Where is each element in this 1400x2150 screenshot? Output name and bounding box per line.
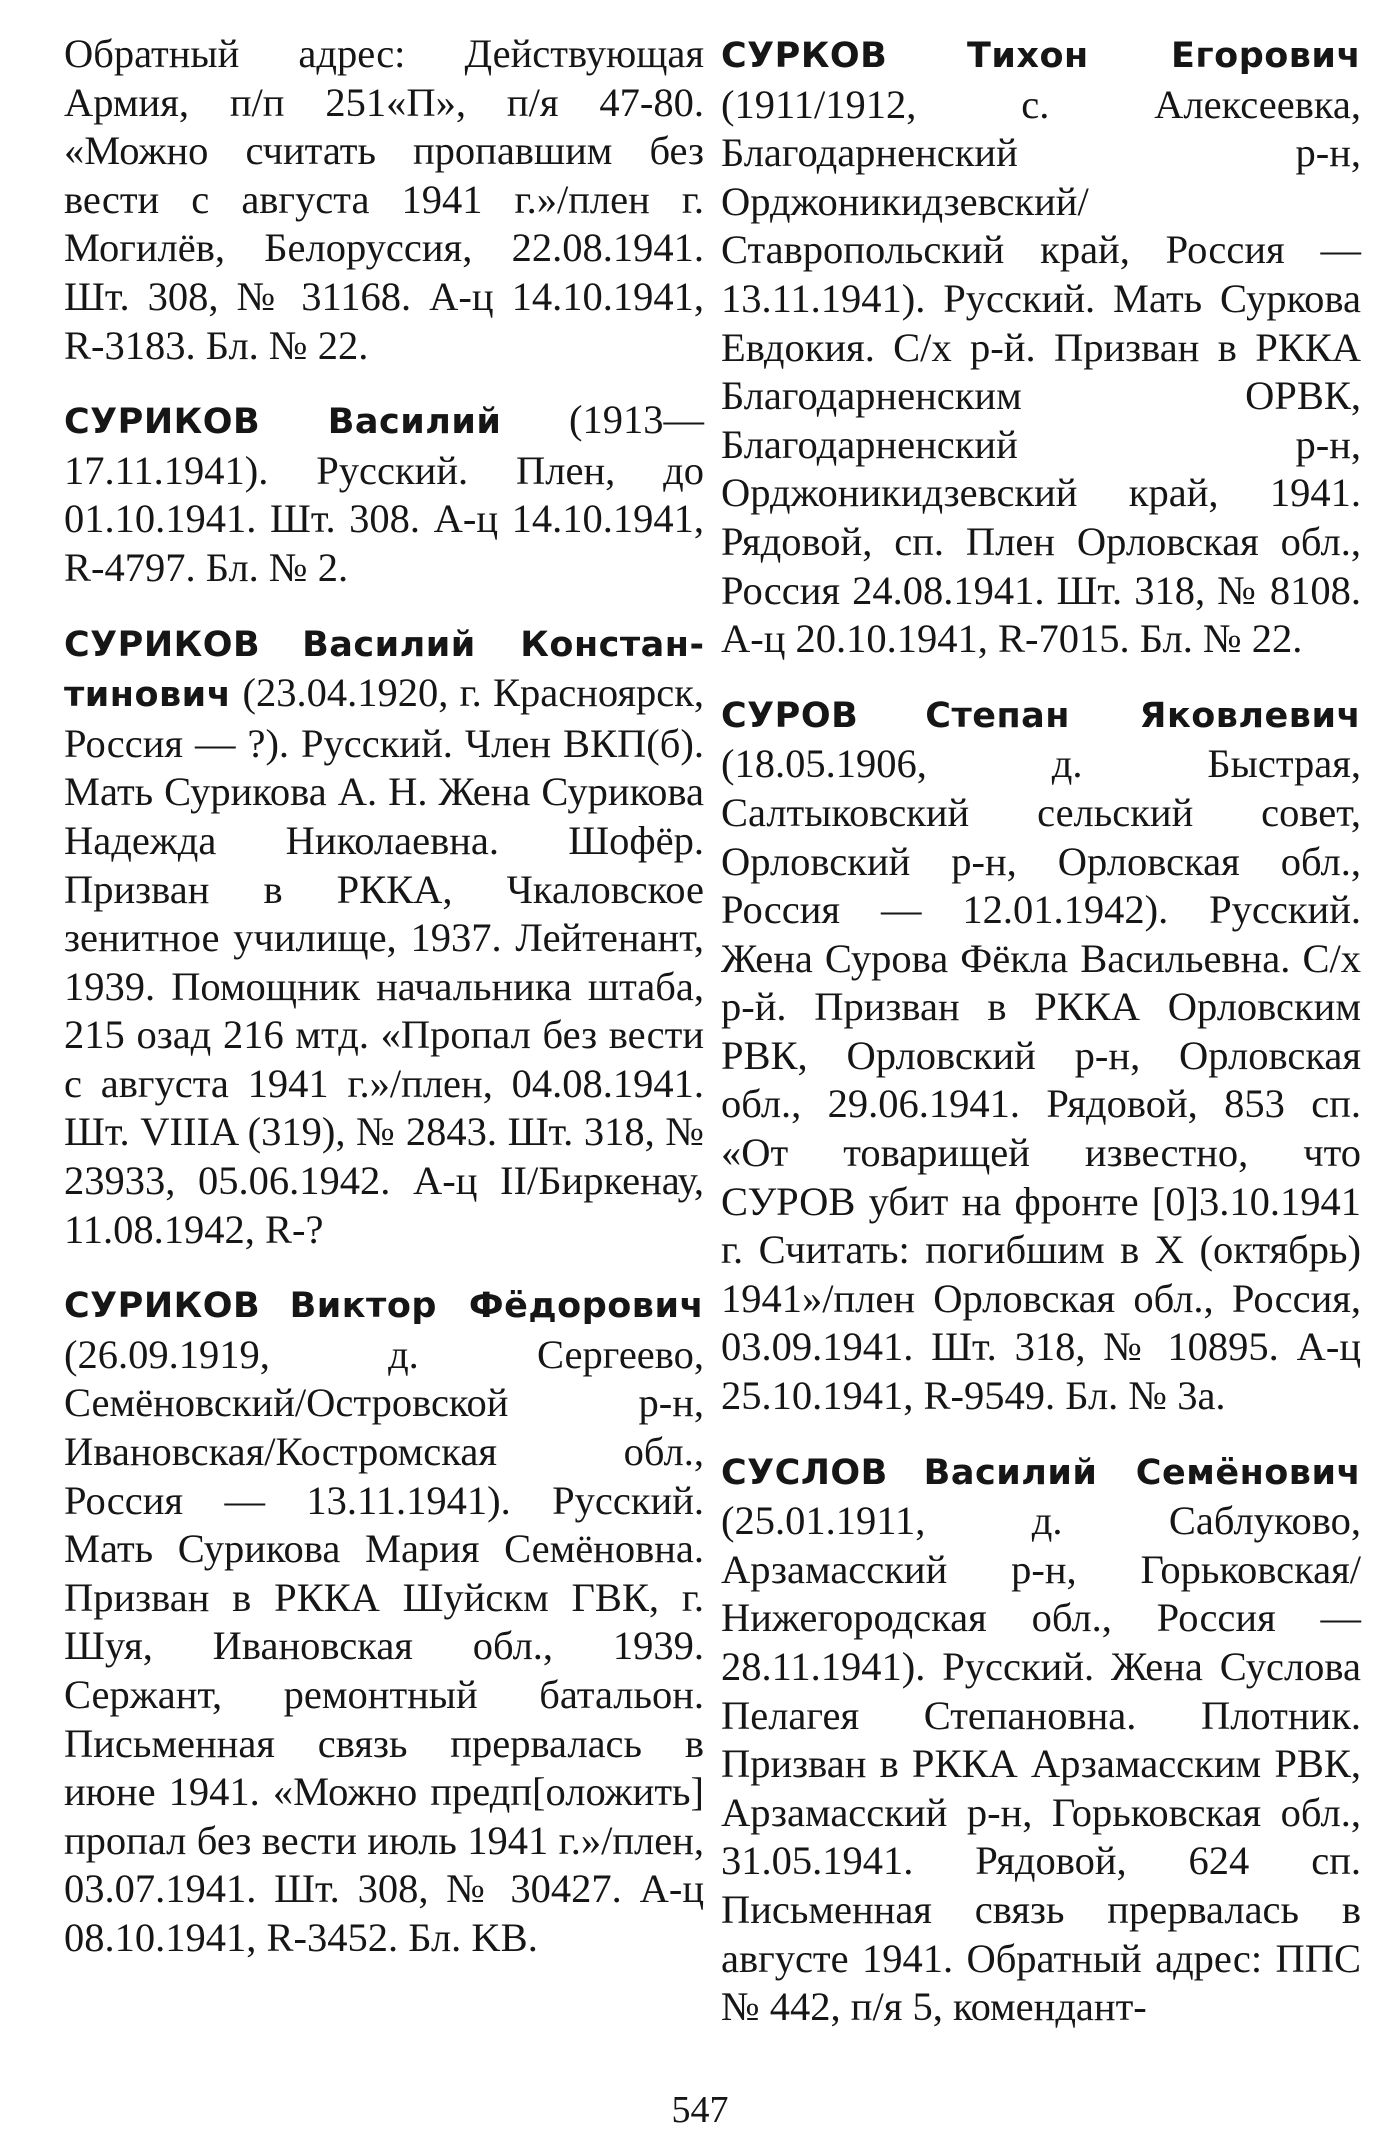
entry-given-name: Василий [327,402,502,443]
entry-surname: СУРКОВ [721,36,888,76]
entry-surov-stepan [721,690,1361,1421]
right-column [721,30,1361,2058]
entry-surikov-viktor [64,1280,704,1962]
entry-given-name: Василий Константинович [64,624,705,716]
entry-surname: СУРИКОВ [64,402,261,443]
entry-surname: СУРОВ [721,695,859,736]
entry-surkov-tikhon [721,30,1361,664]
entry-text: (23.04.1920, г. Красноярск, Россия — ?). Русский. Член ВКП(б). Мать Сурикова А. Н. Жена Сурикова Надежда Николаевна. Шофёр. Призван в РККА, Чкаловское зенитное училище, 1937. Лейтенант, 1939. Помощник начальника штаба, 215 озад 216 мтд. «Пропал без вести с августа 1941 г.»/плен, 04.08.1941. Шт. VIIIA (319), № 2843. Шт. 318, № 23933, 05.06.1942. А-ц II/Биркенау, 11.08.1942, R-? [64,670,704,1252]
entry-suslov-vasiliy [721,1447,1361,2032]
entry-text: (18.05.1906, д. Быстрая, Салтыковский сельский совет, Орловский р-н, Орловская обл., Россия — 12.01.1942). Русский. Жена Сурова Фёкла Васильевна. С/х р-й. Призван в РККА Орловским РВК, Орловский р-н, Орловская обл., 29.06.1941. Рядовой, 853 сп. «От товарищей известно, что СУРОВ убит на фронте [0]3.10.1941 г. Считать: погибшим в X (октябрь) 1941»/плен Орловская обл., Россия, 03.09.1941. Шт. 318, № 10895. А-ц 25.10.1941, R-9549. Бл. № 3а. [721,741,1361,1419]
page-number: 547 [671,2089,729,2131]
entry-continuation: Обратный адрес: Действующая Армия, п/п 251«П», п/я 47-80. «Можно считать пропавшим без вести с августа 1941 г.»/плен г. Могилёв, Белоруссия, 22.08.1941. Шт. 308, № 31168. А-ц 14.10.1941, R-3183. Бл. № 22. [64,31,704,368]
entry-surname: СУСЛОВ [721,1452,888,1493]
entry-surikov-vasiliy-konstantinovich [64,619,704,1255]
left-column [64,30,704,1989]
entry-surname: СУРИКОВ [64,624,261,665]
entry-given-name: Василий Семёнович [923,1452,1361,1493]
entry-given-name: Степан Яковлевич [925,695,1361,736]
entry-text: (25.01.1911, д. Саблуково, Арзамасский р-н, Горьковская/ Нижегородская обл., Россия — 28.11.1941). Русский. Жена Суслова Пелагея Степановна. Плотник. Призван в РККА Арзамасским РВК, Арзамасский р-н, Горьковская обл., 31.05.1941. Рядовой, 624 сп. Письменная связь прервалась в августе 1941. Обратный адрес: ППС № 442, п/я 5, комендант- [721,1498,1361,2030]
entry-given-name: Виктор Фёдорович [289,1286,704,1327]
entry-text: (1913—17.11.1941). Русский. Плен, до 01.10.1941. Шт. 308. А-ц 14.10.1941, R-4797. Бл. № 2. [64,397,704,590]
entry-text: (1911/1912, с. Алексеевка, Благодарненский р-н, Орджоникидзевский/ Ставропольский край, Россия — 13.11.1941). Русский. Мать Суркова Евдокия. С/х р-й. Призван в РККА Благодарненским ОРВК, Благодарненский р-н, Орджоникидзевский край, 1941. Рядовой, сп. Плен Орловская обл., Россия 24.08.1941. Шт. 318, № 8108. А-ц 20.10.1941, R-7015. Бл. № 22. [721,81,1361,662]
entry-text: (26.09.1919, д. Сергеево, Семёновский/Островской р-н, Ивановская/Костромская обл., Россия — 13.11.1941). Русский. Мать Сурикова Мария Семёновна. Призван в РККА Шуйскм ГВК, г. Шуя, Ивановская обл., 1939. Сержант, ремонтный батальон. Письменная связь прервалась в июне 1941. «Можно предп[оложить] пропал без вести июль 1941 г.»/плен, 03.07.1941. Шт. 308, № 30427. А-ц 08.10.1941, R-3452. Бл. KB. [64,1331,704,1960]
entry-surikov-vasiliy [64,396,704,592]
entry-given-name: Тихон Егорович [967,36,1361,76]
entry-surname: СУРИКОВ [64,1286,261,1327]
